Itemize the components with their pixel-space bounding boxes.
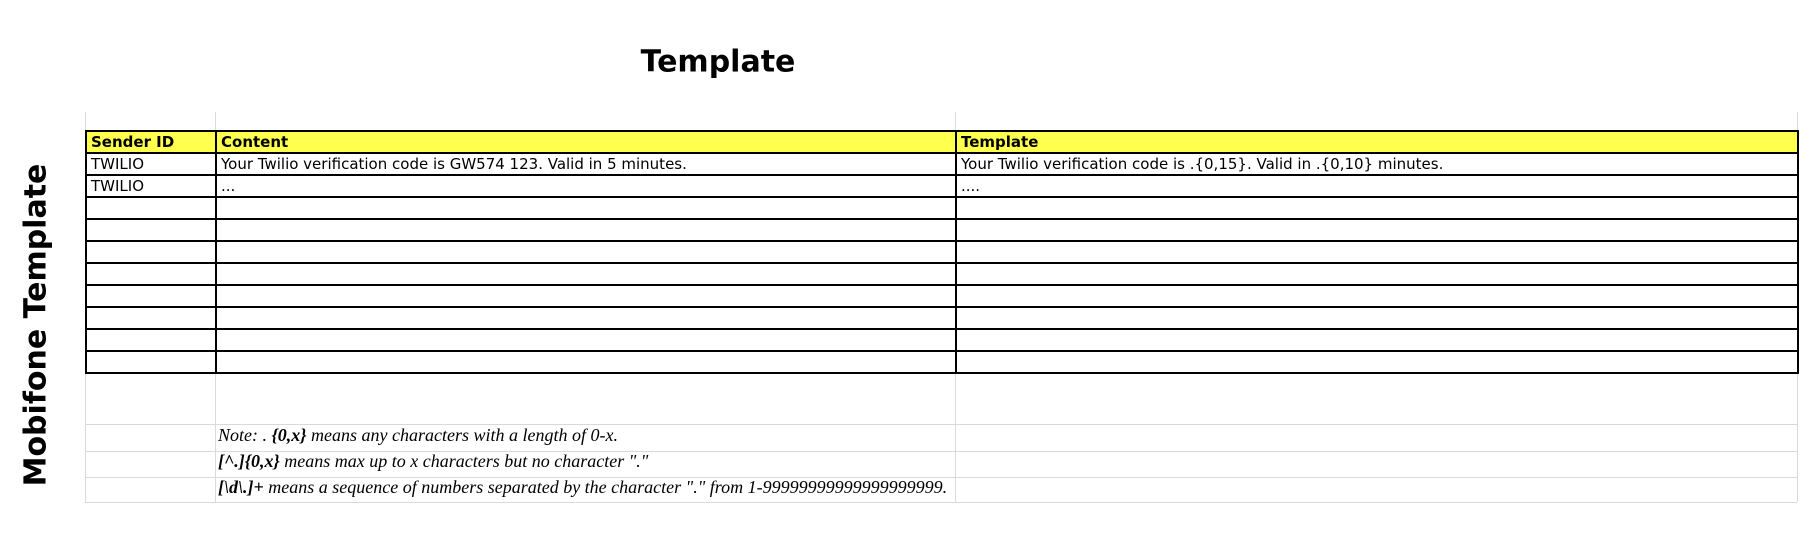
note-text: means any characters with a length of 0-x. [306, 425, 618, 445]
note-line-2 [218, 451, 648, 472]
cell-sender-id[interactable]: TWILIO [86, 153, 216, 175]
cell-template[interactable] [956, 219, 1798, 241]
cell-content[interactable] [216, 351, 956, 373]
table-row [86, 219, 1798, 241]
table-row [86, 263, 1798, 285]
note-token: {0,x} [271, 425, 307, 445]
cell-content[interactable] [216, 307, 956, 329]
cell-template[interactable] [956, 263, 1798, 285]
note-line-1 [218, 425, 618, 446]
cell-sender-id[interactable] [86, 351, 216, 373]
cell-template[interactable] [956, 329, 1798, 351]
table-row [86, 285, 1798, 307]
cell-template[interactable] [956, 241, 1798, 263]
note-token: [\d\.]+ [218, 477, 264, 497]
cell-sender-id[interactable] [86, 263, 216, 285]
table-row [86, 307, 1798, 329]
cell-content[interactable] [216, 241, 956, 263]
side-title: Mobifone Template [18, 163, 54, 487]
note-prefix: Note: . [218, 425, 272, 445]
template-table [85, 130, 1799, 374]
cell-template[interactable]: Your Twilio verification code is .{0,15}. Valid in .{0,10} minutes. [956, 153, 1798, 175]
header-sender-id[interactable]: Sender ID [86, 131, 216, 153]
cell-template[interactable] [956, 197, 1798, 219]
header-template[interactable]: Template [956, 131, 1798, 153]
note-token: [^.]{0,x} [218, 451, 280, 471]
table-row [86, 241, 1798, 263]
cell-sender-id[interactable] [86, 307, 216, 329]
cell-template[interactable] [956, 307, 1798, 329]
cell-content[interactable]: ... [216, 175, 956, 197]
table-row [86, 197, 1798, 219]
cell-content[interactable]: Your Twilio verification code is GW574 123. Valid in 5 minutes. [216, 153, 956, 175]
cell-content[interactable] [216, 219, 956, 241]
cell-sender-id[interactable] [86, 329, 216, 351]
cell-sender-id[interactable] [86, 219, 216, 241]
cell-sender-id[interactable] [86, 285, 216, 307]
header-row [86, 131, 1798, 153]
page-title: Template [640, 44, 796, 80]
cell-content[interactable] [216, 263, 956, 285]
table-row [86, 175, 1798, 197]
cell-content[interactable] [216, 329, 956, 351]
note-line-3 [218, 477, 947, 498]
table-row [86, 153, 1798, 175]
note-text: means a sequence of numbers separated by the character "." from 1-99999999999999999999. [263, 477, 948, 497]
table-row [86, 329, 1798, 351]
cell-sender-id[interactable] [86, 197, 216, 219]
header-content[interactable]: Content [216, 131, 956, 153]
cell-sender-id[interactable]: TWILIO [86, 175, 216, 197]
cell-template[interactable] [956, 285, 1798, 307]
cell-template[interactable] [956, 351, 1798, 373]
cell-content[interactable] [216, 285, 956, 307]
cell-sender-id[interactable] [86, 241, 216, 263]
note-text: means max up to x characters but no character "." [279, 451, 649, 471]
gridline [85, 502, 1797, 503]
cell-template[interactable]: .... [956, 175, 1798, 197]
table-row [86, 351, 1798, 373]
cell-content[interactable] [216, 197, 956, 219]
